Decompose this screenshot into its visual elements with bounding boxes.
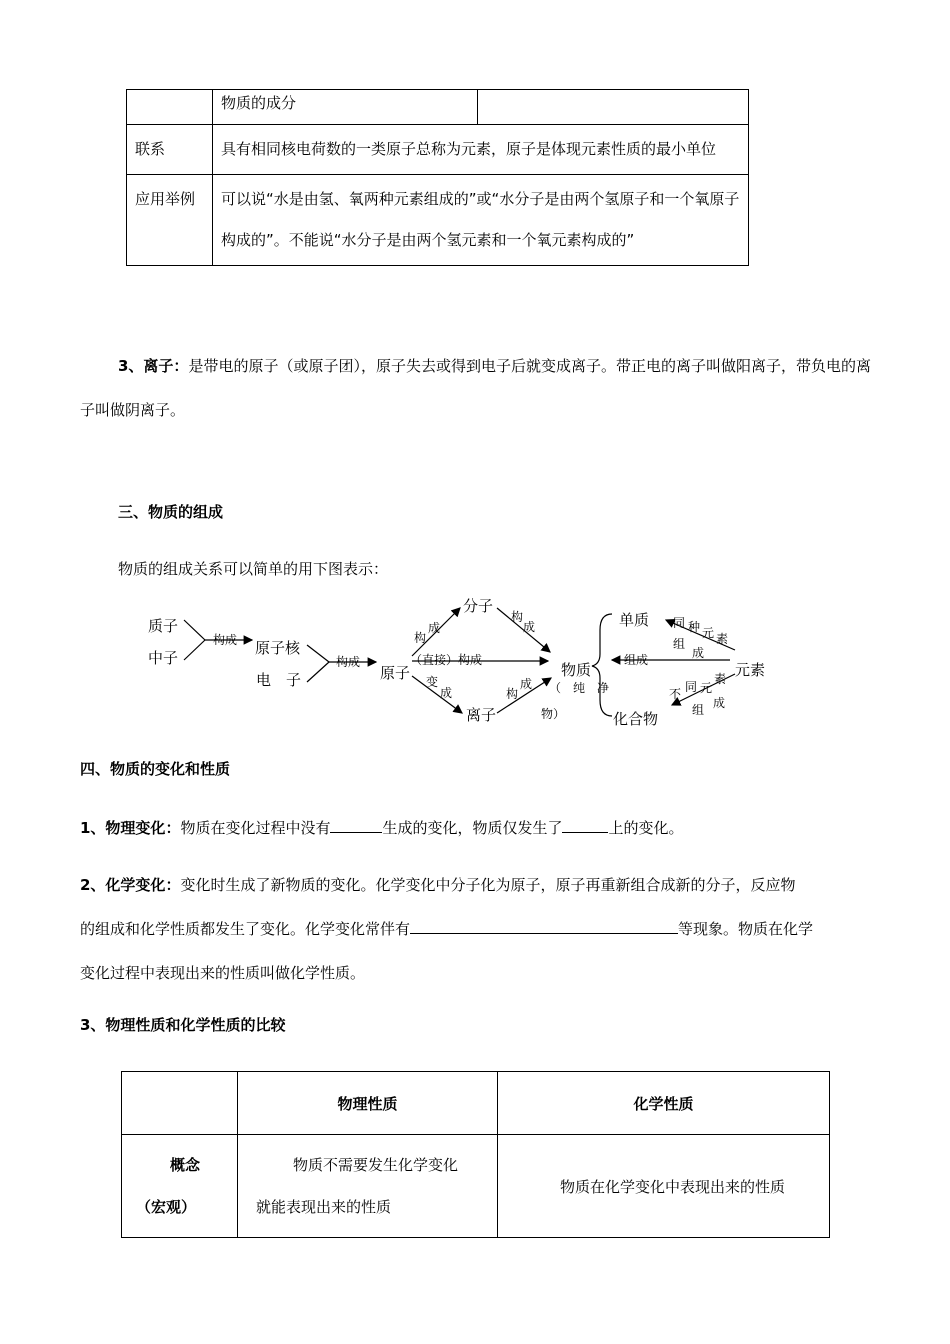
row-label (122, 1135, 238, 1238)
cell-line: 物质不需要发生化学变化 (293, 1156, 459, 1174)
compose-char: 构 (414, 631, 427, 645)
para-text: 上的变化。 (608, 819, 684, 837)
same-element-label: 元 (702, 626, 715, 640)
fill-blank[interactable] (562, 816, 608, 833)
chemical-change-paragraph (80, 863, 880, 995)
change-char: 成 (440, 686, 453, 700)
same-element-label: 成 (692, 646, 705, 660)
cell-line: 就能表现出来的性质 (256, 1198, 392, 1216)
simple-substance-label: 单质 (619, 611, 650, 629)
table-cell (478, 90, 749, 125)
neutron-label: 中子 (148, 649, 179, 667)
element-label: 元素 (735, 661, 766, 679)
compose-label: 组成 (624, 653, 649, 667)
diff-element-label: 同 (685, 680, 698, 694)
section-title: 四、物质的变化和性质 (80, 760, 231, 778)
row-label-line: （宏观） (136, 1198, 197, 1216)
compose-char: 构 (511, 610, 524, 624)
para-text: 物质在变化过程中没有 (180, 819, 331, 837)
diff-element-label: 素 (714, 672, 727, 686)
connector-line (307, 645, 329, 662)
substance-label: 物质 (561, 661, 592, 679)
direct-compose-label: （直接）构成 (410, 653, 483, 667)
table-cell: 可以说“水是由氢、氧两种元素组成的”或“水分子是由两个氢原子和一个氧原子构成的”。不能说“水分子是由两个氢元素和一个氧元素构成的” (213, 175, 749, 266)
electron-label: 电 子 (256, 671, 302, 689)
connector-line (184, 620, 205, 640)
table-cell: 物质的成分 (213, 90, 478, 125)
same-element-label: 素 (716, 632, 729, 646)
table-row (122, 1072, 830, 1135)
para-heading: 2、化学变化： (80, 876, 181, 894)
table-row (127, 90, 749, 125)
brace (592, 614, 612, 716)
table-row (127, 125, 749, 175)
table-cell (238, 1135, 498, 1238)
diff-element-label: 组 (692, 703, 705, 717)
row-label: 联系 (127, 125, 213, 175)
molecule-label: 分子 (463, 597, 494, 615)
diff-element-label: 成 (713, 696, 726, 710)
ion-paragraph (80, 344, 880, 432)
para-text: 生成的变化，物质仅发生了 (382, 819, 563, 837)
connector-line (307, 662, 329, 682)
property-comparison-table (121, 1071, 830, 1238)
compound-label: 化合物 (613, 710, 659, 728)
composition-diagram (0, 590, 950, 740)
fill-blank[interactable] (410, 917, 678, 934)
diff-element-label: 不 (669, 687, 682, 701)
nucleus-label: 原子核 (255, 639, 301, 657)
atom-label: 原子 (380, 664, 411, 682)
table-cell: 具有相同核电荷数的一类原子总称为元素，原子是体现元素性质的最小单位 (213, 125, 749, 175)
section-intro: 物质的组成关系可以简单的用下图表示： (118, 560, 389, 578)
para-text: 变化过程中表现出来的性质叫做化学性质。 (80, 964, 366, 982)
fill-blank[interactable] (330, 816, 382, 833)
same-element-label: 组 (673, 637, 686, 651)
physical-change-paragraph (80, 806, 880, 850)
change-char: 变 (426, 675, 439, 689)
pure-label: （ 纯 净 (549, 681, 610, 695)
ion-heading: 3、离子： (118, 357, 189, 375)
table-cell: 物质在化学变化中表现出来的性质 (498, 1135, 830, 1238)
table-cell (127, 90, 213, 125)
diff-element-label: 元 (700, 681, 713, 695)
header-chemical: 化学性质 (498, 1072, 830, 1135)
compose-char: 成 (523, 620, 536, 634)
para-heading: 1、物理变化： (80, 819, 181, 837)
same-element-label: 种 (688, 620, 701, 634)
para-text: 变化时生成了新物质的变化。化学变化中分子化为原子，原子再重新组合成新的分子，反应物 (180, 876, 796, 894)
ion-label: 离子 (466, 706, 497, 724)
table-row (122, 1135, 830, 1238)
proton-label: 质子 (148, 617, 179, 635)
table-cell (122, 1072, 238, 1135)
section-title: 三、物质的组成 (118, 503, 224, 521)
table-row (127, 175, 749, 266)
pure-label: 物） (541, 707, 566, 721)
para-text: 的组成和化学性质都发生了变化。化学变化常伴有 (80, 920, 411, 938)
atom-element-table (126, 89, 749, 266)
ion-text: 是带电的原子（或原子团），原子失去或得到电子后就变成离子。带正电的离子叫做阳离子，带负电的离子叫做阴离子。 (80, 357, 871, 419)
compose-char: 成 (520, 677, 533, 691)
row-label-line: 概念 (170, 1156, 201, 1174)
same-element-label: 同 (673, 616, 686, 630)
connector-line (184, 640, 205, 660)
header-physical: 物理性质 (238, 1072, 498, 1135)
compose-char: 成 (428, 621, 441, 635)
compose-label: 构成 (213, 633, 238, 647)
compose-label: 构成 (336, 655, 361, 669)
row-label: 应用举例 (127, 175, 213, 266)
para-text: 等现象。物质在化学 (678, 920, 814, 938)
compose-char: 构 (506, 687, 519, 701)
comparison-heading: 3、物理性质和化学性质的比较 (80, 1016, 286, 1034)
